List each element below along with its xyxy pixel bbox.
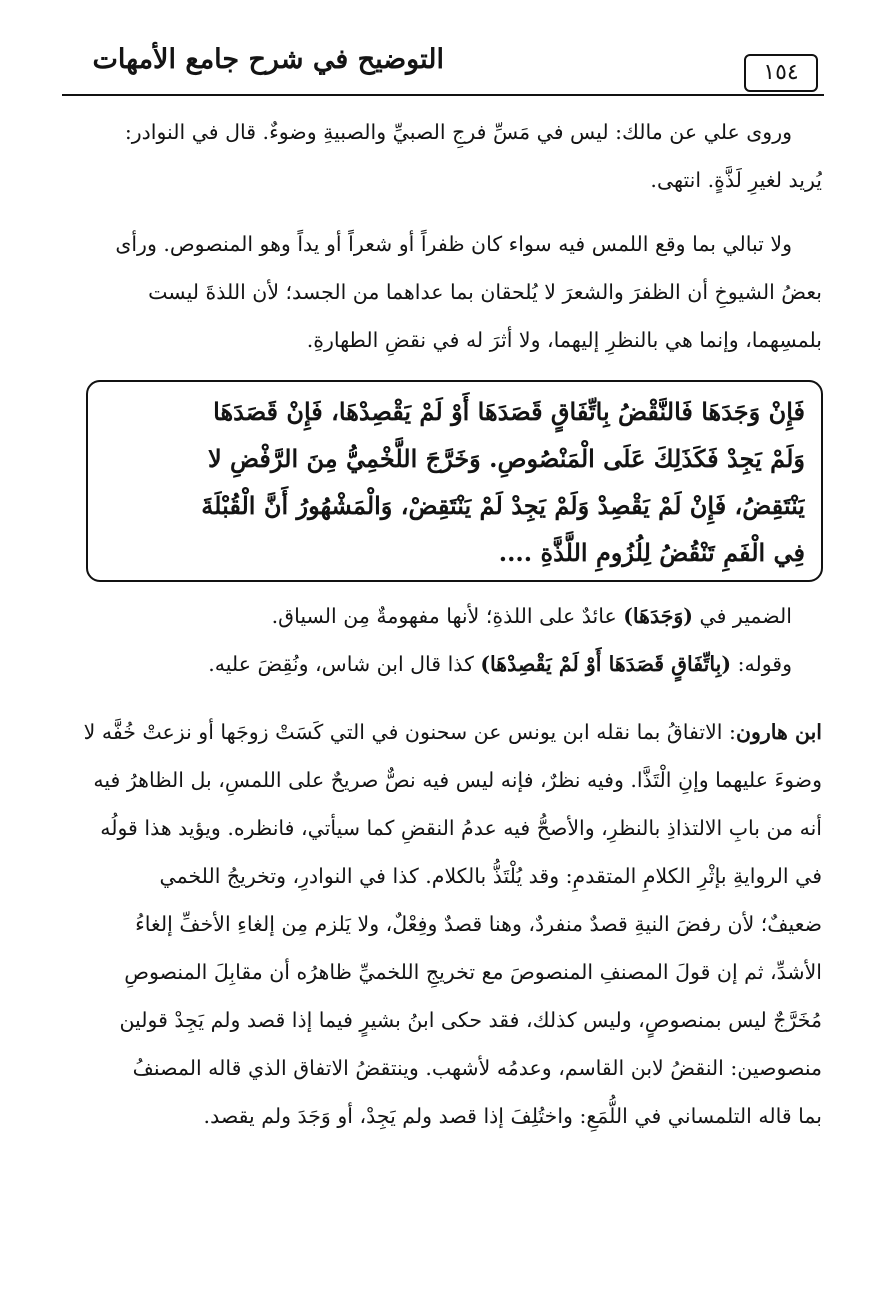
running-title: التوضيح في شرح جامع الأمهات [92,44,444,75]
paragraph-3 [74,708,822,1140]
page-header [0,0,892,100]
text-line: مُخَرَّجٌ ليس بمنصوصٍ، وليس كذلك، فقد حكى ابنُ بشيرٍ فيما إذا قصد ولم يَجِدْ قولين [119,1008,822,1032]
text-line: ضعيفٌ؛ لأن رفضَ النيةِ قصدٌ منفردٌ، وهنا قصدٌ وفِعْلٌ، ولا يَلزم مِن إلغاءِ الأخفِّ إلغاءُ [135,912,822,936]
quoted-term: (بِاتِّفَاقٍ قَصَدَهَا أَوْ لَمْ يَقْصِدْهَا) [480,652,732,676]
commentary-line-2 [74,640,822,688]
text-line: ولا تبالي بما وقع اللمس فيه سواء كان ظفراً أو شعراً أو يداً وهو المنصوص. ورأى [115,232,792,256]
text-line: يُريد لغيرِ لَذَّةٍ. انتهى. [650,168,822,192]
matn-line: يَنْتَقِضُ، فَإِنْ لَمْ يَقْصِدْ وَلَمْ يَجِدْ لَمْ يَنْتَقِضْ، وَالْمَشْهُورُ أَنَّ الْقُبْلَةَ [201,491,805,520]
matn-line: فَإِنْ وَجَدَهَا فَالنَّقْضُ بِاتِّفَاقٍ قَصَدَهَا أَوْ لَمْ يَقْصِدْهَا، فَإِنْ قَصَدَهَا [213,397,805,426]
text-line: وضوءَ عليهما وإنِ الْتَذَّا. وفيه نظرٌ، فإنه ليس فيه نصٌّ صريحٌ على اللمسِ، بل الظاهرُ فيه [93,768,822,792]
text-line: أنه من بابِ الالتذاذِ بالنظرِ، والأصحُّ فيه عدمُ النقضِ كما سيأتي، فانظره. ويؤيد هذا قولُه [100,816,822,840]
text-line [74,708,822,756]
speaker-name: ابن هارون [735,720,822,744]
paragraph-2 [74,220,822,364]
text-line: الأشدِّ، ثم إن قولَ المصنفِ المنصوصَ مع تخريجِ اللخميِّ ظاهرُه أن مقابِلَ المنصوصِ [124,960,822,984]
text-line: وروى علي عن مالك: ليس في مَسِّ فرجِ الصبيِّ والصبيةِ وضوءٌ. قال في النوادر: [124,120,792,144]
text-line: بما قاله التلمساني في اللُّمَعِ: واختُلِفَ إذا قصد ولم يَجِدْ، أو وَجَدَ ولم يقصد. [203,1104,822,1128]
text-line: في الروايةِ بإثْرِ الكلامِ المتقدمِ: وقد يُلْتَذُّ بالكلام. كذا في النوادرِ، وتخريجُ اللخمي [159,864,822,888]
text-line: بعضُ الشيوخِ أن الظفرَ والشعرَ لا يُلحقان بما عداهما من الجسد؛ لأن اللذةَ ليست [148,280,822,304]
text-span: وقوله: [731,652,792,676]
text-line: بلمسِهما، وإنما هي بالنظرِ إليهما، ولا أثرَ له في نقضِ الطهارةِ. [306,328,822,352]
matn-box [86,380,823,582]
text-line: منصوصين: النقضُ لابن القاسم، وعدمُه لأشهب. وينتقضُ الاتفاق الذي قاله المصنفُ [132,1056,822,1080]
text-span: : الاتفاقُ بما نقله ابن يونس عن سحنون في التي كَسَتْ زوجَها أو نزعتْ خُفَّه لا [83,720,736,744]
text-span: الضمير في [693,604,792,628]
page-number: ١٥٤ [744,54,818,92]
text-span: كذا قال ابن شاس، ونُقِضَ عليه. [208,652,481,676]
commentary-line-1 [74,592,822,640]
commentary [74,592,822,688]
paragraph-1 [74,108,822,204]
quoted-term: (وَجَدَهَا) [623,604,693,628]
matn-line: وَلَمْ يَجِدْ فَكَذَلِكَ عَلَى الْمَنْصُوصِ. وَخَرَّجَ اللَّخْمِيُّ مِنَ الرَّفْضِ لا [207,444,805,473]
text-span: عائدٌ على اللذةِ؛ لأنها مفهومةٌ مِن السياق. [271,604,624,628]
matn-line: فِي الْفَمِ تَنْقُضُ لِلُزُومِ اللَّذَّةِ .... [498,538,805,567]
header-rule [62,94,824,96]
